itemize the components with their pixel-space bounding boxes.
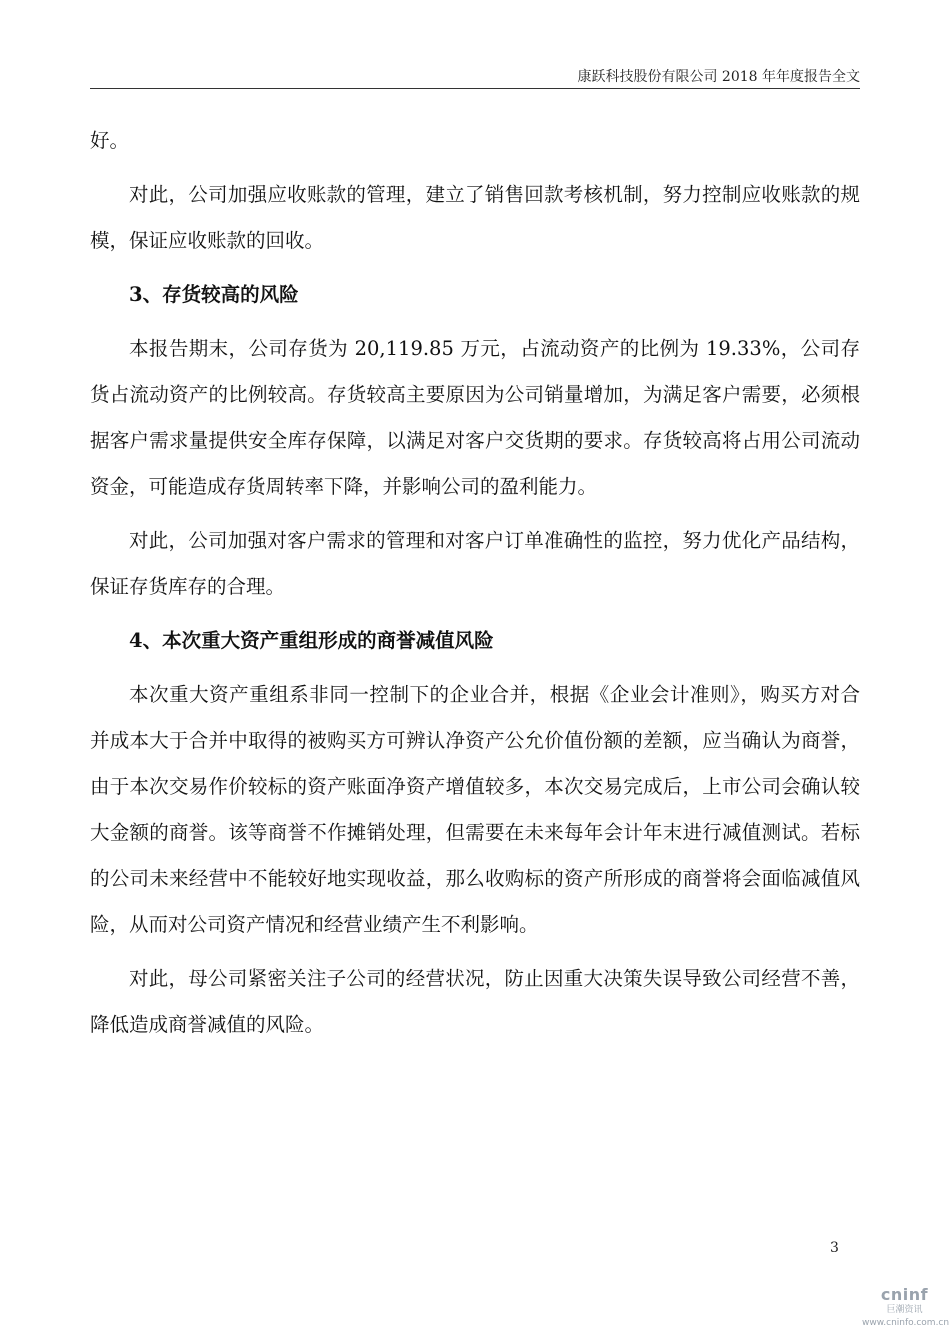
header-title: 康跃科技股份有限公司 2018 年年度报告全文	[577, 69, 860, 85]
document-body	[90, 118, 860, 1056]
paragraph: 对此，母公司紧密关注子公司的经营状况，防止因重大决策失误导致公司经营不善，降低造成商誉减值的风险。	[90, 967, 860, 1036]
section-heading: 4、本次重大资产重组形成的商誉减值风险	[129, 629, 494, 652]
paragraph: 对此，公司加强对客户需求的管理和对客户订单准确性的监控，努力优化产品结构，保证存货库存的合理。	[90, 529, 860, 598]
paragraph: 本报告期末，公司存货为 20,119.85 万元，占流动资产的比例为 19.33%，公司存货占流动资产的比例较高。存货较高主要原因为公司销量增加，为满足客户需要，必须根据客户需求量提供安全库存保障，以满足对客户交货期的要求。存货较高将占用公司流动资金，可能造成存货周转率下降，并影响公司的盈利能力。	[90, 337, 860, 498]
cninfo-watermark	[862, 1285, 950, 1343]
watermark-logo: cninf	[880, 1285, 929, 1304]
page-number: 3	[830, 1240, 839, 1256]
page-header	[90, 66, 860, 89]
paragraph: 好。	[90, 129, 130, 152]
watermark-subtext: 巨潮资讯	[886, 1305, 923, 1315]
watermark-url: www.cninfo.com.cn	[862, 1318, 950, 1328]
paragraph: 对此，公司加强应收账款的管理，建立了销售回款考核机制，努力控制应收账款的规模，保证应收账款的回收。	[90, 183, 860, 252]
paragraph: 本次重大资产重组系非同一控制下的企业合并，根据《企业会计准则》，购买方对合并成本大于合并中取得的被购买方可辨认净资产公允价值份额的差额，应当确认为商誉，由于本次交易作价较标的资产账面净资产增值较多，本次交易完成后，上市公司会确认较大金额的商誉。该等商誉不作摊销处理，但需要在未来每年会计年末进行减值测试。若标的公司未来经营中不能较好地实现收益，那么收购标的资产所形成的商誉将会面临减值风险，从而对公司资产情况和经营业绩产生不利影响。	[90, 683, 860, 936]
section-heading: 3、存货较高的风险	[129, 283, 299, 306]
